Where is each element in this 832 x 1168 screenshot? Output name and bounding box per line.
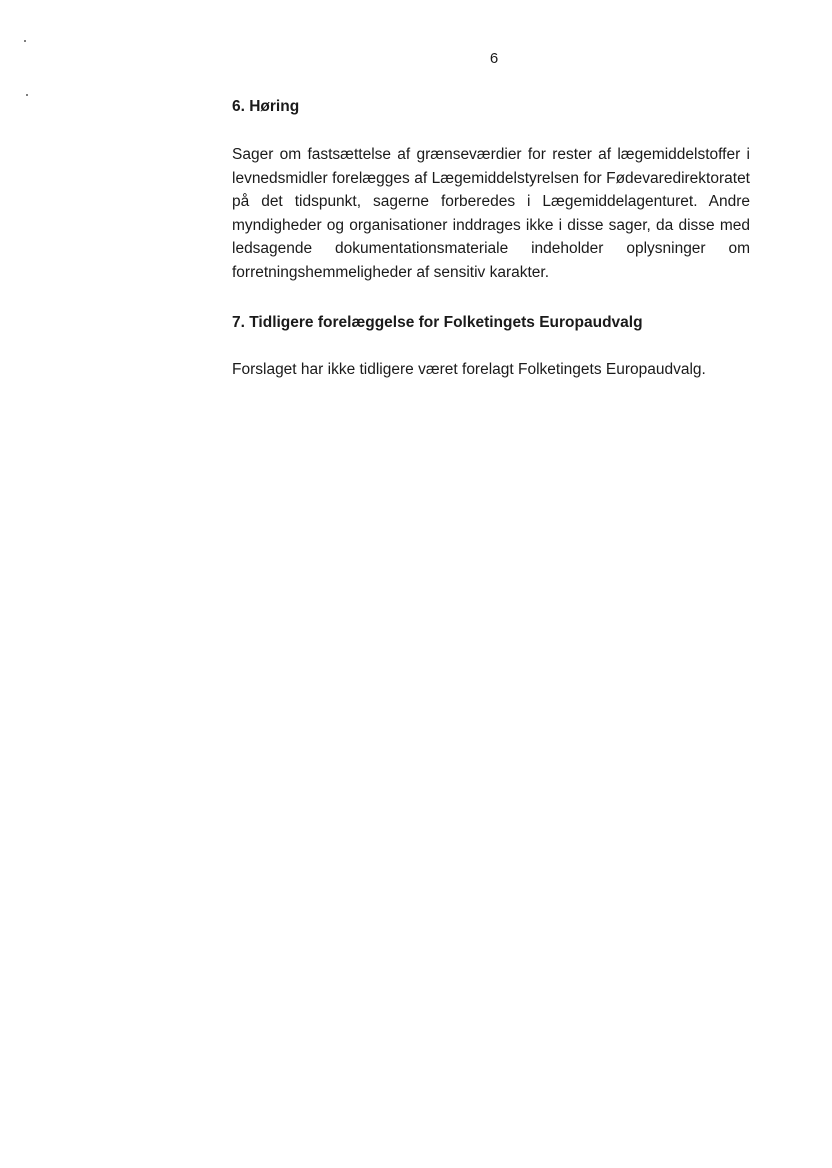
page-number: 6 bbox=[489, 50, 499, 67]
section-heading-hoering: 6. Høring bbox=[232, 98, 300, 115]
scan-speck bbox=[26, 94, 28, 96]
section-paragraph-hoering: Sager om fastsættelse af grænseværdier for rester af lægemiddelstoffer i levnedsmidler forelægges af Lægemiddelstyrelsen for Fødevaredirektoratet på det tidspunkt, sagerne forberedes i Lægemiddelagenturet. Andre myndigheder og organisationer inddrages ikke i disse sager, da disse med ledsagende dokumentationsmateriale indeholder oplysninger om forretningshemmeligheder af sensitiv karakter. bbox=[232, 146, 750, 281]
section-paragraph-tidligere-forelaeggelse: Forslaget har ikke tidligere været forelagt Folketingets Europaudvalg. bbox=[232, 361, 706, 378]
document-body bbox=[232, 96, 750, 382]
scan-speck bbox=[24, 40, 26, 42]
section-heading-tidligere-forelaeggelse: 7. Tidligere forelæggelse for Folketingets Europaudvalg bbox=[232, 314, 643, 331]
